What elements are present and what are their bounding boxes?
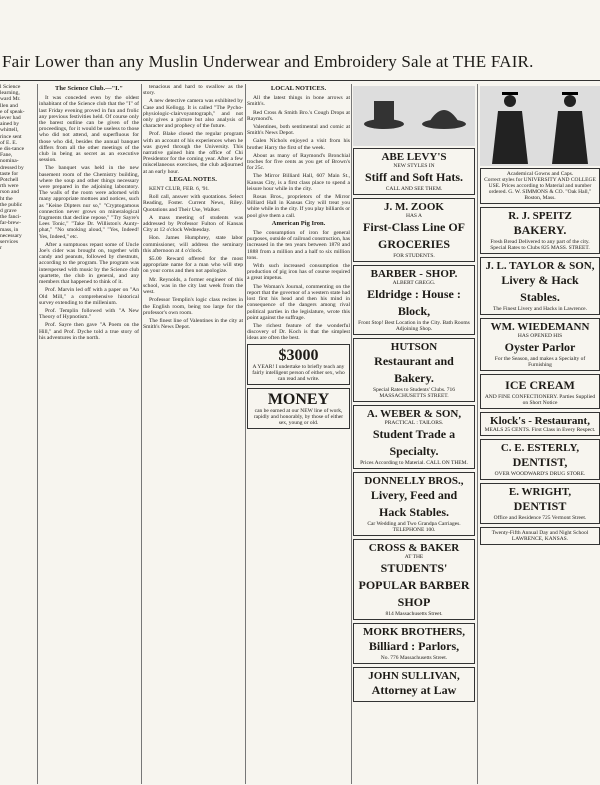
ad-headline: DENTIST (513, 499, 567, 513)
advertisement (480, 168, 600, 204)
advertisement (480, 439, 600, 480)
ad-headline: ICE CREAM (505, 378, 575, 392)
legal-note: Hon. James Humphrey, state labor commissioner, will address the seminary this afternoon at 4 o'clock. (143, 235, 243, 254)
text-fragment: dressed by (0, 164, 24, 171)
ad-details: Twenty-Fifth Annual Day and Night School LAWRENCE, KANSAS. (491, 530, 589, 542)
advertisement (353, 198, 475, 262)
academic-gowns-illustration (480, 86, 600, 166)
advertisement (480, 257, 600, 315)
text-fragment: taste for (0, 170, 19, 177)
classified-ad (247, 344, 350, 385)
text-fragment: ained by (0, 121, 20, 128)
legal-note: Roll call, answer with quotations. Select Reading, Foster. Current News, Riley. Quotations and Their Use, Walker. (143, 194, 243, 213)
ad-headline: First-Class Line OF GROCERIES (363, 220, 465, 251)
legal-note: Mr. Reynolds, a former engineer of this school, was in the city last week from the west. (143, 276, 243, 296)
ad-title: DONNELLY BROS., (364, 475, 464, 487)
advertisement (480, 318, 600, 371)
article-paragraph: The consumption of iron for general purposes, outside of railroad construction, has increased in the ten years between 1878 and 1888 from a million and a half to six million tons. (247, 230, 350, 261)
ad-title: ABE LEVY'S (381, 151, 447, 163)
ad-text: A YEAR! I undertake to briefly teach any fairly intelligent person of either sex, who can read and write. (252, 363, 345, 382)
legal-notes-column (143, 84, 243, 332)
article-paragraph: The richest feature of the wonderful discovery of Dr. Koch is that the simplest ideas are often the best. (247, 322, 350, 342)
text-fragment: ward Mr. (0, 96, 21, 103)
text-fragment: whittell, (0, 127, 19, 134)
article-paragraph: With such increased consumption the production of pig iron has of course required a great impetus. (247, 263, 350, 282)
text-fragment: the fanci- (0, 214, 22, 221)
legal-note: $5.00 Reward offered for the most appropriate name for a man who will step on your corns and then not apologize. (143, 256, 243, 275)
local-notice: About as many of Raymond's Bronchial troches for five cents as you get of Brown's for 25c. (247, 152, 350, 172)
hat-illustration (353, 86, 475, 146)
ad-headline: MONEY (267, 390, 330, 408)
text-fragment: necessary (0, 232, 22, 239)
advertisement (480, 483, 600, 524)
ad-details: Special Rates to Students' Clubs. 716 MASSACHUSETTS STREET. (373, 387, 455, 399)
ad-title: CROSS & BAKER (368, 542, 460, 554)
ad-title: HUTSON (390, 341, 438, 353)
text-fragment: nomina- (0, 158, 19, 165)
legal-note: A mass meeting of students was addressed by Professor Fulton of Kansas City at 12 o'clock Wednesday. (143, 214, 243, 234)
advertisement-column-right (480, 84, 600, 782)
text-fragment: services (0, 239, 19, 246)
ad-headline: Stiff and Soft Hats. (364, 170, 463, 184)
ad-subtitle: AT THE (404, 554, 424, 560)
ad-details: CALL AND SEE THEM. (385, 186, 443, 192)
hats-icon (353, 86, 475, 146)
text-fragment: the public (0, 201, 23, 208)
text-fragment: llen and (0, 102, 18, 109)
ad-text: can be earned at our NEW line of work, rapidly and honorably, by those of either sex, young or old. (253, 407, 344, 426)
ad-headline: Student Trade a Specialty. (372, 427, 456, 458)
advertisement (353, 623, 475, 664)
ad-details: Prices According to Material. CALL ON THEM. (360, 460, 468, 466)
advertisement (480, 412, 600, 436)
local-notice: All the latest things in bone arrows at Smith's. (247, 95, 350, 108)
text-fragment: Fane, (0, 152, 13, 159)
text-fragment: e of speak- (0, 108, 25, 115)
advertisement (353, 405, 475, 469)
ad-headline: Livery & Hack Stables. (501, 273, 579, 304)
advertisement (353, 667, 475, 702)
advertisement (353, 472, 475, 536)
local-notices-column (247, 84, 350, 432)
ad-title: WM. WIEDEMANN (490, 321, 590, 333)
local-notice: Rosas Bros., proprietors of the Mirror Billiard Hall in Kansas City will treat you white while in the city. If you play billiards or pool give them a call. (247, 194, 350, 219)
article-paragraph: The Woman's Journal, commenting on the report that the governor of a western state had lost first his head and then his mind in consequence of the dangers among rival political parties in the legislature, wrote this point against the suffrage. (247, 283, 350, 321)
banner-rule (0, 80, 600, 81)
text-fragment: mass, in (0, 226, 19, 233)
ad-subtitle: Academical Gowns and Caps. (506, 171, 574, 177)
column-divider (245, 84, 246, 784)
ad-details: 814 Massachusetts Street. (385, 611, 443, 617)
article-paragraph: A new detective camera was exhibited by Case and Kellogg. It is called "The Pycho-physiologic-clairvoyantograph," and not only gives a picture but also analysis of character and prophecy of the future. (143, 98, 243, 130)
classified-ad (247, 388, 350, 429)
article-paragraph: It was conceded even by the oldest inhabitant of the Science club that the "I" of last Friday evening proved in fun and frolic any previous festivities held. Of course only the barest outline can be given of the proceedings, for it would be useless to those who did not attend, and superfluous for those who did, besides the annual banquet differs from all the other meetings of the club in being as secret as an executive session. (39, 95, 139, 164)
left-edge-column (0, 84, 35, 251)
column-divider (477, 84, 478, 784)
ad-title: JOHN SULLIVAN, (368, 670, 460, 682)
article-paragraph: Prof. Blake closed the regular program with an account of his experiences when he was guyed through the University. This narrative gained him the office of Chi Presidentor for the coming year. After a few miscellaneous exercises, the club adjourned at an early hour. (143, 131, 243, 175)
legal-note: The finest line of Valentines in the city at Smith's News Depot. (143, 317, 243, 331)
ad-title: Klock's - Restaurant, (490, 415, 590, 427)
advertisement (480, 207, 600, 254)
ad-details: MEALS 25 CENTS. First Class in Every Respect. (484, 427, 596, 433)
ad-subtitle: PRACTICAL : TAILORS. (384, 420, 444, 426)
text-fragment: rth were (0, 183, 19, 190)
text-fragment: rince sent (0, 133, 22, 140)
ad-subtitle: HAS A (405, 213, 423, 219)
column-divider (351, 84, 352, 784)
ad-subtitle: ALBERT GREGG. (392, 280, 436, 286)
text-fragment: iever had (0, 115, 21, 122)
banner-text: Fair Lower than any Muslin Underwear and Embroidery Sale at THE FAIR. (2, 52, 534, 71)
text-fragment: e dis-tance (0, 146, 25, 153)
ad-headline: Attorney at Law (371, 683, 457, 697)
text-fragment: Potchell (0, 177, 19, 184)
advertisement (353, 265, 475, 335)
article-paragraph: Prof. Templin followed with "A New Theory of Hypnotism." (39, 307, 139, 321)
ad-title: A. WEBER & SON, (366, 408, 462, 420)
ad-details: For the Season, and makes a Specialty of Furnishing (494, 356, 586, 368)
ad-details: No. 776 Massachusetts Street. (380, 655, 448, 661)
ad-details: Correct styles for UNIVERSITY AND COLLEGE USE. Prices according to Material and number ordered. G. W. SIMMONS & CO. "Oak Hall," Boston, Mass. (484, 177, 596, 201)
article-paragraph: Prof. Marvin led off with a paper on "An Old Mill," a comprehensive historical survey extending to the millenium. (39, 287, 139, 306)
article-paragraph: The banquet was held in the new basement room of the Chemistry building, where the soup and other things necessary were prepared in the adjoining laboratory. The walls of the room were adorned with many appropriate mottoes and notices, such as "Keine Dipters nur so," "Cryptogamous connection never grows on mineralogical fragments that decline repose," "Try Sayre's Lees Tonic," "Take Dr. Williston's Aunty-phat," "No smoking aloud," "Yes, Indeed! Yes, Indeed," etc. (39, 165, 139, 240)
legal-note: Professor Templin's logic class recites in the English room, being too large for the professor's own room. (143, 297, 243, 316)
text-fragment: r (0, 245, 2, 252)
column-divider (37, 84, 38, 784)
ad-headline: Billiard : Parlors, (368, 639, 460, 653)
advertisement (353, 539, 475, 620)
text-fragment: learning, (0, 90, 20, 97)
text-fragment: far-brew- (0, 220, 22, 227)
advertisement (353, 148, 475, 195)
local-notice: Red Cross & Smith Bro.'s Cough Drops at Raymond's. (247, 109, 350, 122)
ad-title: E. WRIGHT, (508, 486, 572, 498)
ad-details: Office and Residence 725 Vermont Street. (493, 515, 587, 521)
ad-title: C. E. ESTERLY, (500, 442, 580, 454)
text-fragment: of E. E. (0, 139, 18, 146)
local-notice: Valentines, both sentimental and comic at Smith's News Depot. (247, 124, 350, 137)
pig-iron-heading: American Pig Iron. (271, 219, 326, 227)
top-banner (0, 52, 600, 76)
science-club-continued: tenacious and hard to swallow as the story. (143, 84, 243, 97)
science-club-heading: The Science Club.—"I." (55, 85, 123, 92)
ad-details: Fresh Bread Delivered to any part of the city. Special Rates to Clubs 825 MASS. STREET. (490, 239, 590, 251)
local-notices-heading: LOCAL NOTICES. (270, 85, 327, 92)
ad-headline: Eldridge : House : Block, (367, 287, 461, 318)
text-fragment: d grave (0, 208, 17, 215)
ad-subtitle: HAS OPENED HIS (517, 333, 563, 339)
legal-notes-heading: LEGAL NOTES. (169, 175, 217, 183)
local-notice: The Mirror Billiard Hall, 607 Main St., Kansas City, is a first class place to spend a leisure hour while in the city. (247, 173, 350, 192)
ad-headline: STUDENTS' POPULAR BARBER SHOP (358, 561, 470, 609)
ad-subtitle: NEW STYLES IN (393, 163, 435, 169)
ad-headline: Restaurant and Bakery. (374, 354, 454, 385)
ad-headline: $3000 (278, 346, 319, 364)
ad-details: Front Stop! Best Location in the City. Bath Rooms Adjoining Shop. (358, 320, 470, 332)
ad-title: R. J. SPEITZ (508, 210, 572, 222)
article-paragraph: After a sumptuous repast some of Uncle Joe's cider was brought on, together with candy and peanuts, followed by chestnuts, according to the program. The program was interspersed with music by the Science club quartette, the club in general, and any members that happened to think of it. (39, 241, 139, 286)
ad-title: BARBER - SHOP. (370, 268, 458, 280)
ad-details: The Finest Livery and Hacks in Lawrence. (493, 306, 587, 312)
column-divider (141, 84, 142, 784)
text-fragment: rson and (0, 189, 20, 196)
science-club-column (39, 84, 139, 343)
ad-headline: Livery, Feed and Hack Stables. (370, 488, 458, 519)
ad-details: FOR STUDENTS. (393, 253, 435, 259)
ad-title: MORK BROTHERS, (362, 626, 466, 638)
ad-headline: Oyster Parlor (504, 340, 576, 354)
advertisement (480, 374, 600, 409)
text-fragment: ht the (0, 195, 13, 202)
ad-title: J. M. ZOOK (384, 201, 444, 213)
article-paragraph: Prof. Sayre then gave "A Poem on the Hill," and Prof. Dyche told a true story of his adventures in the north. (39, 322, 139, 341)
ad-headline: BAKERY. (513, 223, 567, 237)
ad-details: AND FINE CONFECTIONERY. Parties Supplied on Short Notice (484, 394, 596, 406)
advertisement-column-left (353, 84, 475, 782)
ad-details: OVER WOODWARD'S DRUG STORE. (494, 471, 586, 477)
legal-note: KENT CLUB, FEB. 6, '91. (149, 186, 210, 193)
ad-title: J. L. TAYLOR & SON, (485, 260, 595, 272)
gowns-icon (480, 86, 600, 166)
ad-details: Car Wedding and Two Grandpa Carriages. TELEPHONE 100. (367, 521, 461, 533)
local-notice: Galen Nichols enjoyed a visit from his brother Harry the first of the week. (247, 138, 350, 151)
advertisement (480, 527, 600, 545)
advertisement (353, 338, 475, 402)
text-fragment: l Science (0, 84, 21, 90)
ad-headline: DENTIST, (512, 455, 568, 469)
